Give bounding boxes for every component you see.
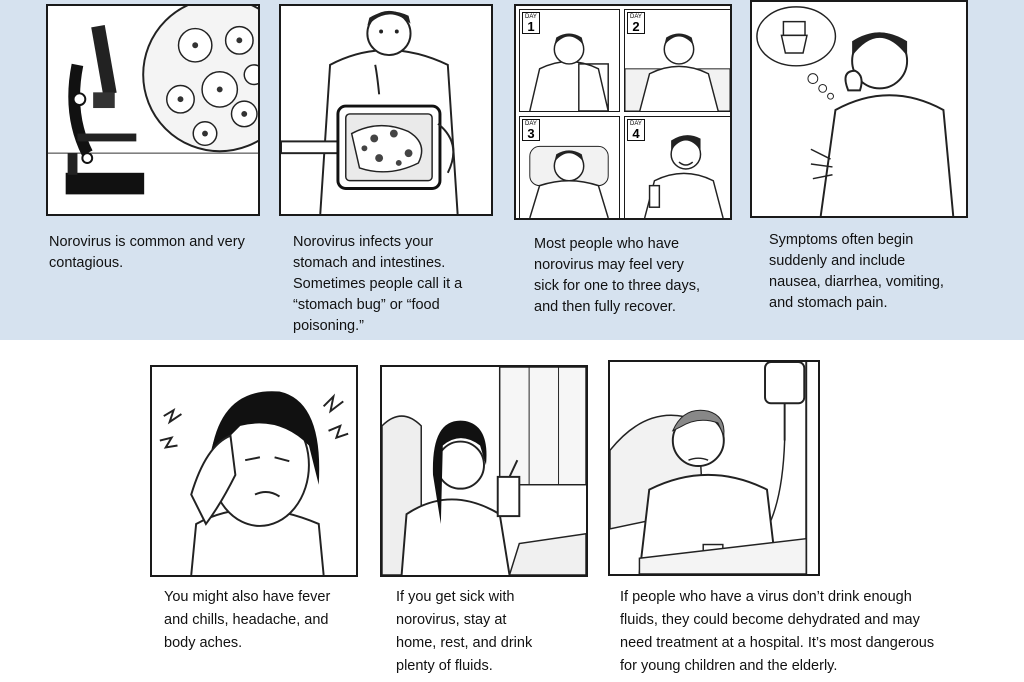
headache-illustration [152,367,356,575]
day-panel-3 [519,116,620,219]
day-tag-3: DAY 3 [522,119,540,141]
panel-stomach [279,4,493,216]
nausea-illustration [752,2,966,216]
day-tag-2: DAY 2 [627,12,645,34]
caption-recover: Most people who have norovirus may feel very sick for one to three days, and then fully recover. [534,236,701,315]
panel-nausea [750,0,968,218]
day-tag-1: DAY 1 [522,12,540,34]
rest-fluids-illustration [382,367,586,575]
microscope-illustration [48,6,258,214]
panel-microscope [46,4,260,216]
panel-four-days [514,4,732,220]
day-panel-4 [624,116,731,219]
caption-dehydrated: If people who have a virus don’t drink enough fluids, they could become dehydrated and may need treatment at a hospital. It’s most dangerous for young children and the elderly. [620,589,935,674]
caption-infects: Norovirus infects your stomach and intestines. Sometimes people call it a “stomach bug” or “food poisoning.” [293,234,463,334]
caption-contagious: Norovirus is common and very contagious. [49,234,245,271]
day-panel-2 [624,9,731,112]
panel-headache [150,365,358,577]
panel-rest-fluids [380,365,588,577]
hospital-illustration [610,362,818,574]
stomach-illustration [281,6,491,214]
panel-hospital [608,360,820,576]
caption-rest: If you get sick with norovirus, stay at home, rest, and drink plenty of fluids. [396,589,533,674]
day-panel-1 [519,9,620,112]
caption-fever: You might also have fever and chills, headache, and body aches. [164,589,331,651]
day-tag-4: DAY 4 [627,119,645,141]
caption-symptoms: Symptoms often begin suddenly and include nausea, diarrhea, vomiting, and stomach pain. [769,232,944,311]
